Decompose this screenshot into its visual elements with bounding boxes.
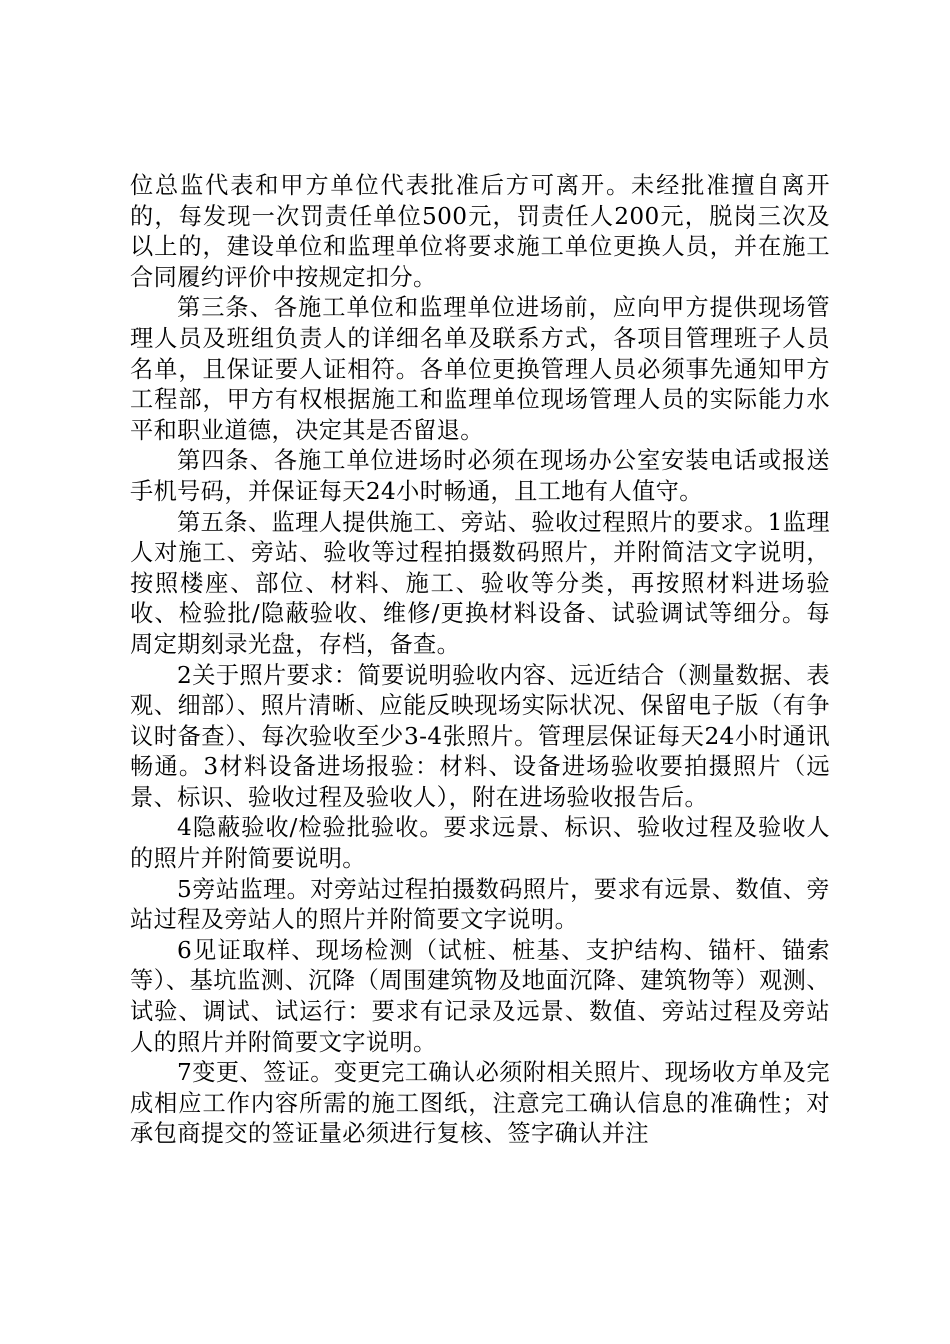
document-body <box>130 171 830 1150</box>
paragraph-item-2-3: 2关于照片要求：简要说明验收内容、远近结合（测量数据、表观、细部）、照片清晰、应能反映现场实际状况、保留电子版（有争议时备查）、每次验收至少3-4张照片。管理层保证每天24小时通讯畅通。3材料设备进场报验：材料、设备进场验收要拍摄照片（远景、标识、验收过程及验收人），附在进场验收报告后。 <box>130 661 830 811</box>
paragraph-item-4: 4隐蔽验收/检验批验收。要求远景、标识、验收过程及验收人的照片并附简要说明。 <box>130 814 830 873</box>
paragraph-continuation: 位总监代表和甲方单位代表批准后方可离开。未经批准擅自离开的，每发现一次罚责任单位500元，罚责任人200元，脱岗三次及以上的，建设单位和监理单位将要求施工单位更换人员，并在施工合同履约评价中按规定扣分。 <box>130 172 830 291</box>
paragraph-article-5: 第五条、监理人提供施工、旁站、验收过程照片的要求。1监理人对施工、旁站、验收等过程拍摄数码照片，并附简洁文字说明，按照楼座、部位、材料、施工、验收等分类，再按照材料进场验收、检验批/隐蔽验收、维修/更换材料设备、试验调试等细分。每周定期刻录光盘，存档，备查。 <box>130 508 830 658</box>
paragraph-article-4: 第四条、各施工单位进场时必须在现场办公室安装电话或报送手机号码，并保证每天24小时畅通，且工地有人值守。 <box>130 447 830 505</box>
paragraph-article-3: 第三条、各施工单位和监理单位进场前，应向甲方提供现场管理人员及班组负责人的详细名单及联系方式，各项目管理班子人员名单，且保证要人证相符。各单位更换管理人员必须事先通知甲方工程部，甲方有权根据施工和监理单位现场管理人员的实际能力水平和职业道德，决定其是否留退。 <box>130 294 830 444</box>
paragraph-item-7: 7变更、签证。变更完工确认必须附相关照片、现场收方单及完成相应工作内容所需的施工图纸，注意完工确认信息的准确性；对承包商提交的签证量必须进行复核、签字确认并注 <box>130 1059 830 1148</box>
paragraph-item-5: 5旁站监理。对旁站过程拍摄数码照片，要求有远景、数值、旁站过程及旁站人的照片并附简要文字说明。 <box>130 875 830 934</box>
paragraph-item-6: 6见证取样、现场检测（试桩、桩基、支护结构、锚杆、锚索等）、基坑监测、沉降（周围建筑物及地面沉降、建筑物等）观测、试验、调试、试运行：要求有记录及远景、数值、旁站过程及旁站人的照片并附简要文字说明。 <box>130 936 830 1056</box>
